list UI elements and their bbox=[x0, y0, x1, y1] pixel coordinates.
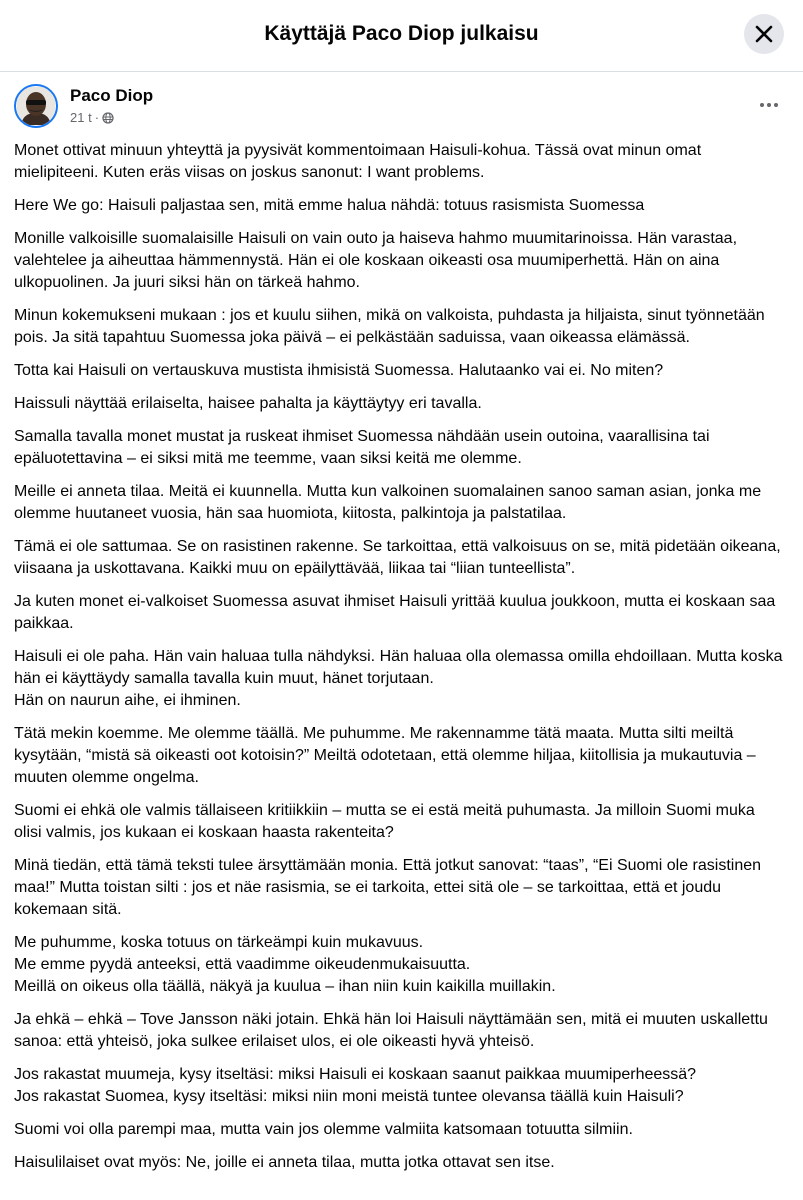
post-paragraph: Jos rakastat muumeja, kysy itseltäsi: miksi Haisuli ei koskaan saanut paikkaa muumiperheessä? Jos rakastat Suomea, kysy itseltäsi: miksi niin moni meistä tuntee olevansa täällä kuin Haisuli? bbox=[14, 1066, 697, 1105]
avatar[interactable] bbox=[14, 84, 58, 128]
post-paragraph: Tätä mekin koemme. Me olemme täällä. Me puhumme. Me rakennamme tätä maata. Mutta silti meiltä kysytään, “mistä sä oikeasti oot kotoisin?” Meiltä odotetaan, että olemme hiljaa, kiitollisia ja mukautuvia – muuten olemme ongelma. bbox=[14, 725, 756, 786]
post-paragraph: Ja kuten monet ei-valkoiset Suomessa asuvat ihmiset Haisuli yrittää kuulua joukkoon, mutta ei koskaan saa paikkaa. bbox=[14, 593, 776, 632]
close-icon bbox=[755, 25, 773, 43]
post-timestamp[interactable]: 21 t bbox=[70, 110, 92, 125]
post-paragraph: Suomi ei ehkä ole valmis tällaiseen kritiikkiin – mutta se ei estä meitä puhumasta. Ja milloin Suomi muka olisi valmis, jos kukaan ei koskaan haasta rakenteita? bbox=[14, 802, 755, 841]
post-paragraph: Totta kai Haisuli on vertauskuva mustista ihmisistä Suomessa. Halutaanko vai ei. No miten? bbox=[14, 362, 664, 379]
post-paragraph: Here We go: Haisuli paljastaa sen, mitä emme halua nähdä: totuus rasismista Suomessa bbox=[14, 197, 645, 214]
post-paragraph: Minun kokemukseni mukaan : jos et kuulu siihen, mikä on valkoista, puhdasta ja hiljaista, sinut työnnetään pois. Ja sitä tapahtuu Suomessa joka päivä – ei pelkästään saduissa, vaan oikeassa elämässä. bbox=[14, 307, 765, 346]
post-paragraph: Haisulilaiset ovat myös: Ne, joille ei anneta tilaa, mutta jotka ottavat sen itse. bbox=[14, 1154, 555, 1171]
post-paragraph: Monille valkoisille suomalaisille Haisuli on vain outo ja haiseva hahmo muumitarinoissa. Hän varastaa, valehtelee ja aiheuttaa hämmennystä. Hän ei ole koskaan oikeasti osa muumiperhettä. Hän on aina ulkopuolinen. Ja juuri siksi hän on tärkeä hahmo. bbox=[14, 230, 738, 291]
profile-photo bbox=[17, 87, 55, 125]
post-paragraph: Monet ottivat minuun yhteyttä ja pyysivät kommentoimaan Haisuli-kohua. Tässä ovat minun omat mielipiteeni. Kuten eräs viisas on joskus sanonut: I want problems. bbox=[14, 142, 702, 181]
post-paragraph: Haisuli ei ole paha. Hän vain haluaa tulla nähdyksi. Hän haluaa olla olemassa omilla ehdoillaan. Mutta koska hän ei käyttäydy samalla tavalla kuin muut, hänet torjutaan. Hän on naurun aihe, ei ihminen. bbox=[14, 648, 783, 709]
post-header bbox=[14, 82, 789, 132]
post-paragraph: Me puhumme, koska totuus on tärkeämpi kuin mukavuus. Me emme pyydä anteeksi, että vaadimme oikeudenmukaisuutta. Meillä on oikeus olla täällä, näkyä ja kuulua – ihan niin kuin kaikilla muillakin. bbox=[14, 934, 556, 995]
post-paragraph: Ja ehkä – ehkä – Tove Jansson näki jotain. Ehkä hän loi Haisuli näyttämään sen, mitä ei muuten uskallettu sanoa: että yhteisö, joka sulkee erilaiset ulos, ei ole oikeasti hyvä yhteisö. bbox=[14, 1011, 768, 1050]
more-options-button[interactable] bbox=[754, 92, 784, 118]
post-meta bbox=[70, 110, 114, 125]
globe-icon bbox=[102, 112, 114, 124]
post-paragraph: Meille ei anneta tilaa. Meitä ei kuunnella. Mutta kun valkoinen suomalainen sanoo saman asian, jonka me olemme huutaneet vuosia, hän saa huomiota, kiitosta, palkintoja ja palstatilaa. bbox=[14, 483, 762, 522]
dialog-header bbox=[0, 0, 803, 72]
meta-separator: · bbox=[94, 110, 100, 125]
post-text bbox=[14, 140, 786, 1185]
post-paragraph: Tämä ei ole sattumaa. Se on rasistinen rakenne. Se tarkoittaa, että valkoisuus on se, mitä pidetään oikeana, viisaana ja uskottavana. Kaikki muu on epäilyttävää, liikaa tai “liian tunteellista”. bbox=[14, 538, 781, 577]
author-name[interactable]: Paco Diop bbox=[70, 86, 154, 105]
close-button[interactable] bbox=[744, 14, 784, 54]
dialog-title: Käyttäjä Paco Diop julkaisu bbox=[264, 22, 539, 45]
post-paragraph: Haissuli näyttää erilaiselta, haisee pahalta ja käyttäytyy eri tavalla. bbox=[14, 395, 482, 412]
post-paragraph: Samalla tavalla monet mustat ja ruskeat ihmiset Suomessa nähdään usein outoina, vaarallisina tai epäluotettavina – ei siksi mitä me teemme, vaan siksi keitä me olemme. bbox=[14, 428, 710, 467]
post-paragraph: Suomi voi olla parempi maa, mutta vain jos olemme valmiita katsomaan totuutta silmiin. bbox=[14, 1121, 633, 1138]
more-horizontal-icon bbox=[754, 92, 784, 118]
post-paragraph: Minä tiedän, että tämä teksti tulee ärsyttämään monia. Että jotkut sanovat: “taas”, “Ei Suomi ole rasistinen maa!” Mutta toistan silti : jos et näe rasismia, se ei tarkoita, ettei sitä ole – se tarkoittaa, että et joudu kokemaan sitä. bbox=[14, 857, 762, 918]
